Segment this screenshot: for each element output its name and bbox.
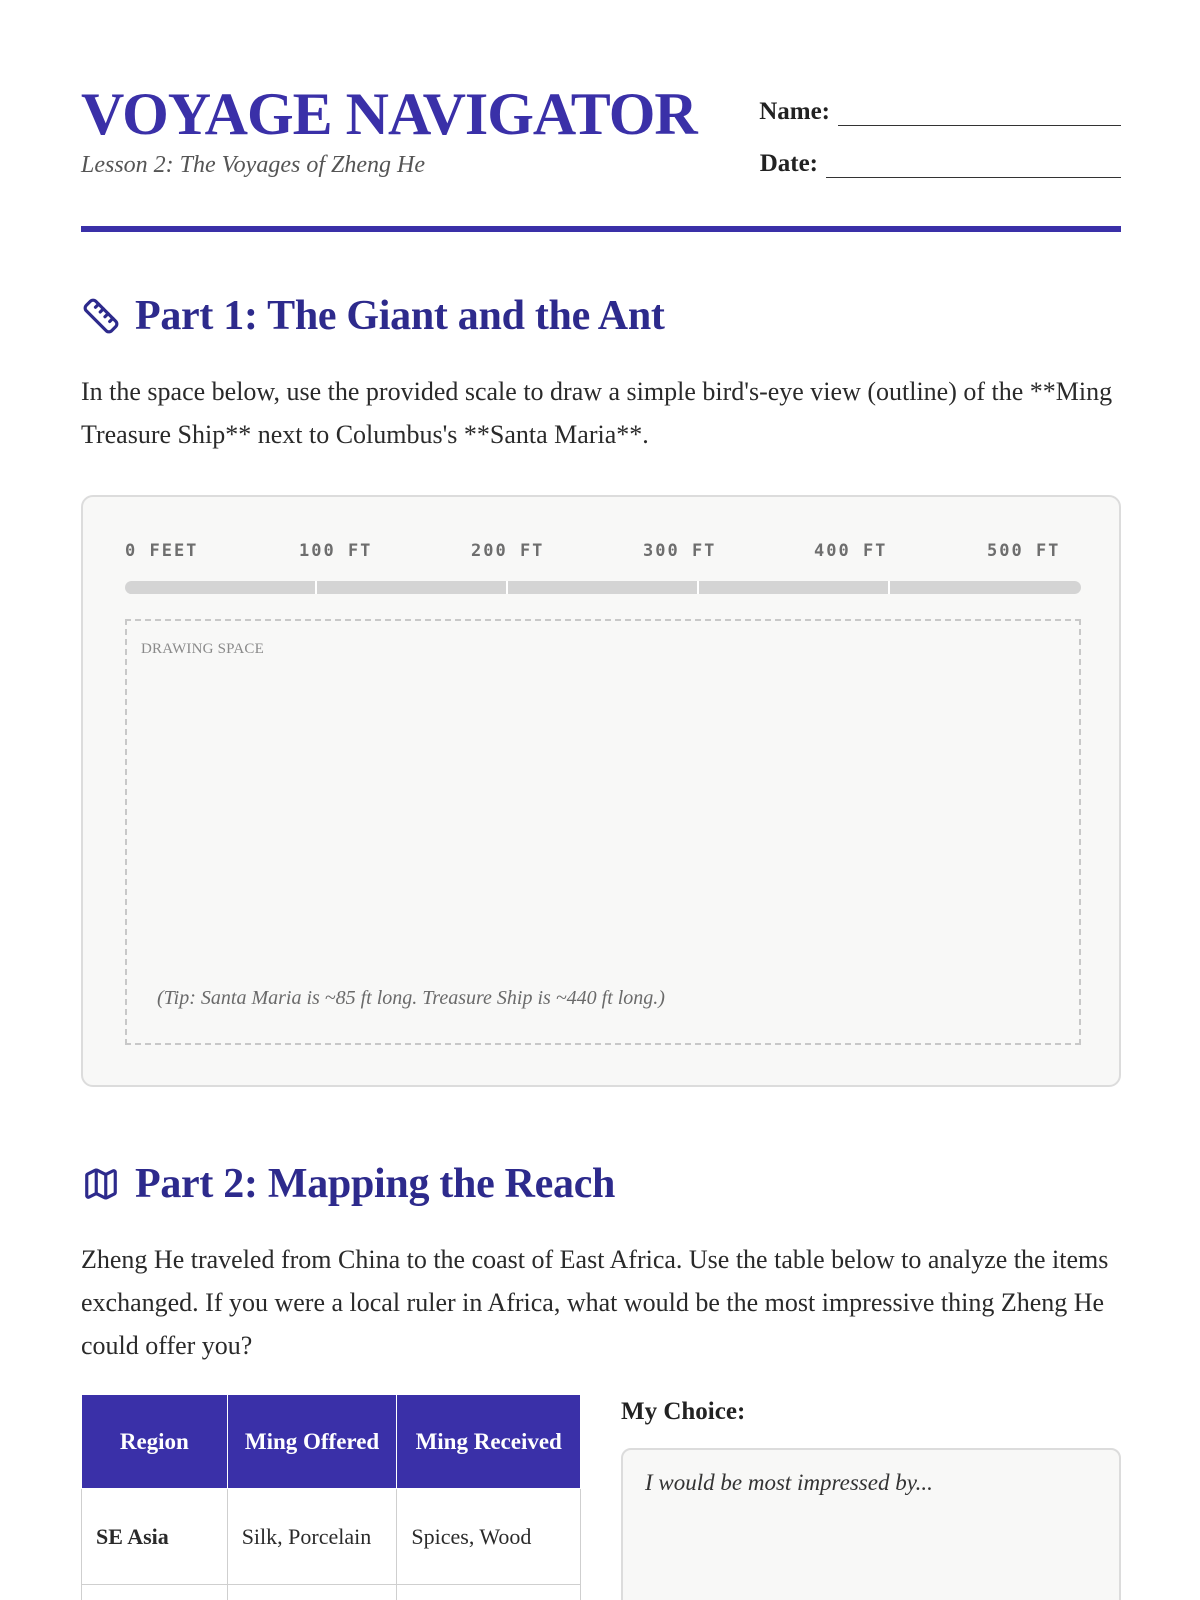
page-title: VOYAGE NAVIGATOR xyxy=(81,81,697,147)
scale-tick xyxy=(315,581,317,594)
scale-tick xyxy=(506,581,508,594)
cell-offered[interactable] xyxy=(227,1585,397,1600)
part2-instructions: Zheng He traveled from China to the coast of East Africa. Use the table below to analyze the items exchanged. If you were a local ruler in Africa, what would be the most impressive thing Zheng He could offer you? xyxy=(81,1245,1109,1360)
scale-label-100: 100 FT xyxy=(299,541,373,561)
table-row xyxy=(82,1585,581,1600)
map-icon xyxy=(81,1164,121,1204)
name-field[interactable] xyxy=(759,98,1121,126)
cell-region[interactable] xyxy=(82,1585,228,1600)
scale-bar xyxy=(125,581,1081,594)
worksheet-header xyxy=(81,80,1121,230)
date-blank-line[interactable] xyxy=(826,156,1121,178)
name-label: Name: xyxy=(759,98,830,125)
drawing-space[interactable] xyxy=(125,619,1081,1045)
date-field[interactable] xyxy=(760,150,1121,178)
header-divider xyxy=(81,226,1121,232)
part2-heading: Part 2: Mapping the Reach xyxy=(135,1161,616,1207)
part1-heading: Part 1: The Giant and the Ant xyxy=(135,293,665,339)
scale-label-500: 500 FT xyxy=(987,541,1061,561)
part1-instructions: In the space below, use the provided scale to draw a simple bird's-eye view (outline) of the **Ming Treasure Ship** next to Columbus's **Santa Maria**. xyxy=(81,377,1113,449)
ruler-icon xyxy=(81,296,121,336)
scale-tick xyxy=(697,581,699,594)
table-row xyxy=(82,1489,581,1585)
part2-heading-row xyxy=(81,1160,615,1208)
my-choice-label: My Choice: xyxy=(621,1398,746,1425)
cell-received: Spices, Wood xyxy=(397,1489,581,1585)
exchange-table xyxy=(81,1394,581,1600)
drawing-tip: (Tip: Santa Maria is ~85 ft long. Treasure Ship is ~440 ft long.) xyxy=(157,987,665,1009)
cell-offered: Silk, Porcelain xyxy=(227,1489,397,1585)
column-header-ming-offered: Ming Offered xyxy=(227,1395,397,1489)
my-choice-placeholder: I would be most impressed by... xyxy=(645,1470,933,1495)
drawing-panel xyxy=(81,495,1121,1087)
scale-label-0: 0 FEET xyxy=(125,541,199,561)
page-subtitle: Lesson 2: The Voyages of Zheng He xyxy=(81,152,425,178)
scale-labels xyxy=(125,541,1081,565)
exchange-table-wrap xyxy=(81,1394,581,1600)
scale-label-400: 400 FT xyxy=(814,541,888,561)
name-blank-line[interactable] xyxy=(838,104,1121,126)
drawing-space-label: DRAWING SPACE xyxy=(141,641,264,657)
scale-label-200: 200 FT xyxy=(471,541,545,561)
column-header-ming-received: Ming Received xyxy=(397,1395,581,1489)
date-label: Date: xyxy=(759,150,818,177)
scale-label-300: 300 FT xyxy=(643,541,717,561)
cell-region: SE Asia xyxy=(82,1489,228,1585)
table-header-row xyxy=(82,1395,581,1489)
column-header-region: Region xyxy=(82,1395,228,1489)
my-choice-answer-box[interactable] xyxy=(621,1448,1121,1600)
cell-received[interactable] xyxy=(397,1585,581,1600)
part1-heading-row xyxy=(81,292,665,340)
scale-tick xyxy=(888,581,890,594)
